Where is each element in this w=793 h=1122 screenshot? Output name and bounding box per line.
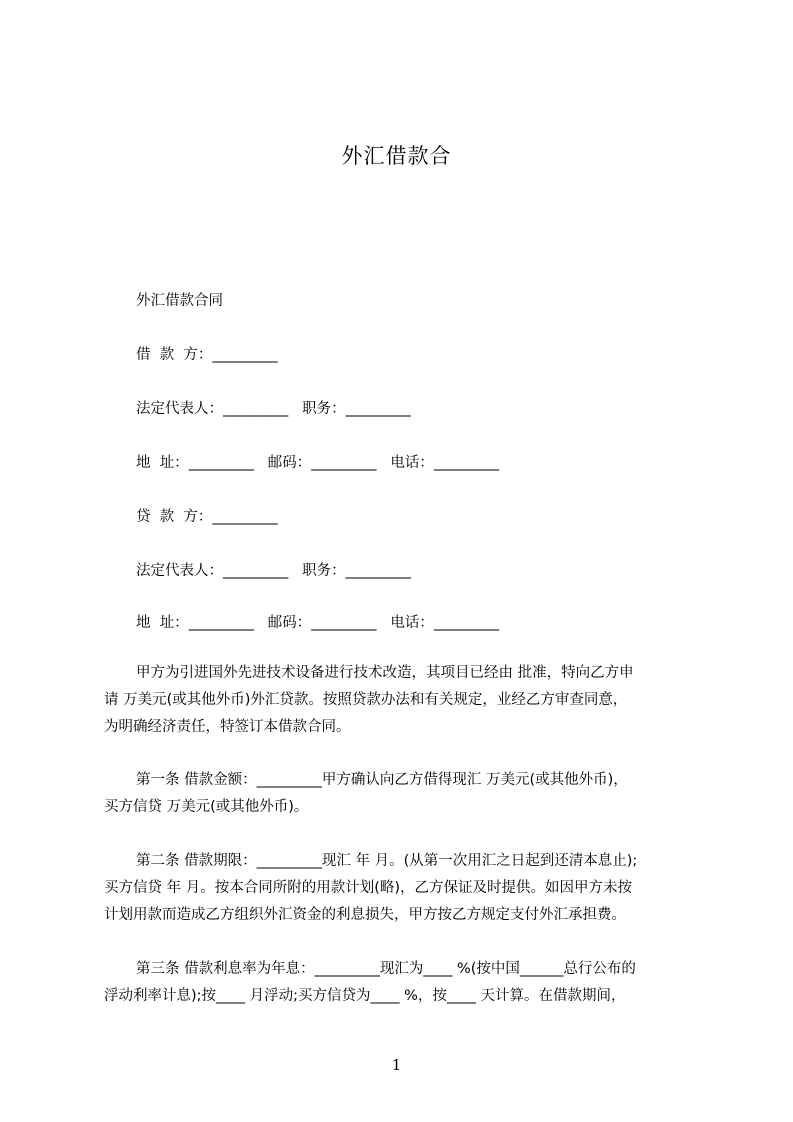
paragraph-line: 买方信贷 年 月。按本合同所附的用款计划(略)，乙方保证及时提供。如因甲方未按 <box>104 880 633 896</box>
paragraph-line: 浮动利率计息);按____ 月浮动;买方信贷为____ %，按____ 天计算。在借款期间， <box>104 988 626 1004</box>
document-title: 外汇借款合 <box>341 144 452 168</box>
borrower-address-line: 地 址：_________ 邮码：_________ 电话：_________ <box>136 455 500 471</box>
paragraph-line: 第三条 借款利息率为年息：_________现汇为____ %(按中国______总行公布的 <box>136 961 636 977</box>
page-number: 1 <box>391 1056 402 1074</box>
paragraph-line: 计划用款而造成乙方组织外汇资金的利息损失，甲方按乙方规定支付外汇承担费。 <box>104 907 626 923</box>
article-3-paragraph <box>104 956 704 1010</box>
lender-representative-line: 法定代表人：_________ 职务：_________ <box>136 563 411 579</box>
paragraph-line: 请 万美元(或其他外币)外汇贷款。按照贷款办法和有关规定，业经乙方审查同意， <box>104 692 628 708</box>
borrower-representative-line: 法定代表人：_________ 职务：_________ <box>136 401 411 417</box>
article-2-paragraph <box>104 848 704 929</box>
paragraph-line: 第一条 借款金额：_________甲方确认向乙方借得现汇 万美元(或其他外币)， <box>136 772 628 788</box>
paragraph-line: 第二条 借款期限：_________现汇 年 月。(从第一次用汇之日起到还清本息止); <box>136 853 638 869</box>
lender-line: 贷 款 方：_________ <box>136 509 278 525</box>
borrower-line: 借 款 方：_________ <box>136 347 278 363</box>
lender-address-line: 地 址：_________ 邮码：_________ 电话：_________ <box>136 615 500 631</box>
preamble-paragraph <box>104 660 704 741</box>
paragraph-line: 为明确经济责任，特签订本借款合同。 <box>104 719 351 735</box>
article-1-paragraph <box>104 767 704 821</box>
paragraph-line: 甲方为引进国外先进技术设备进行技术改造，其项目已经由 批准，特向乙方申 <box>136 665 634 681</box>
contract-heading: 外汇借款合同 <box>136 293 223 309</box>
paragraph-line: 买方信贷 万美元(或其他外币)。 <box>104 799 309 815</box>
